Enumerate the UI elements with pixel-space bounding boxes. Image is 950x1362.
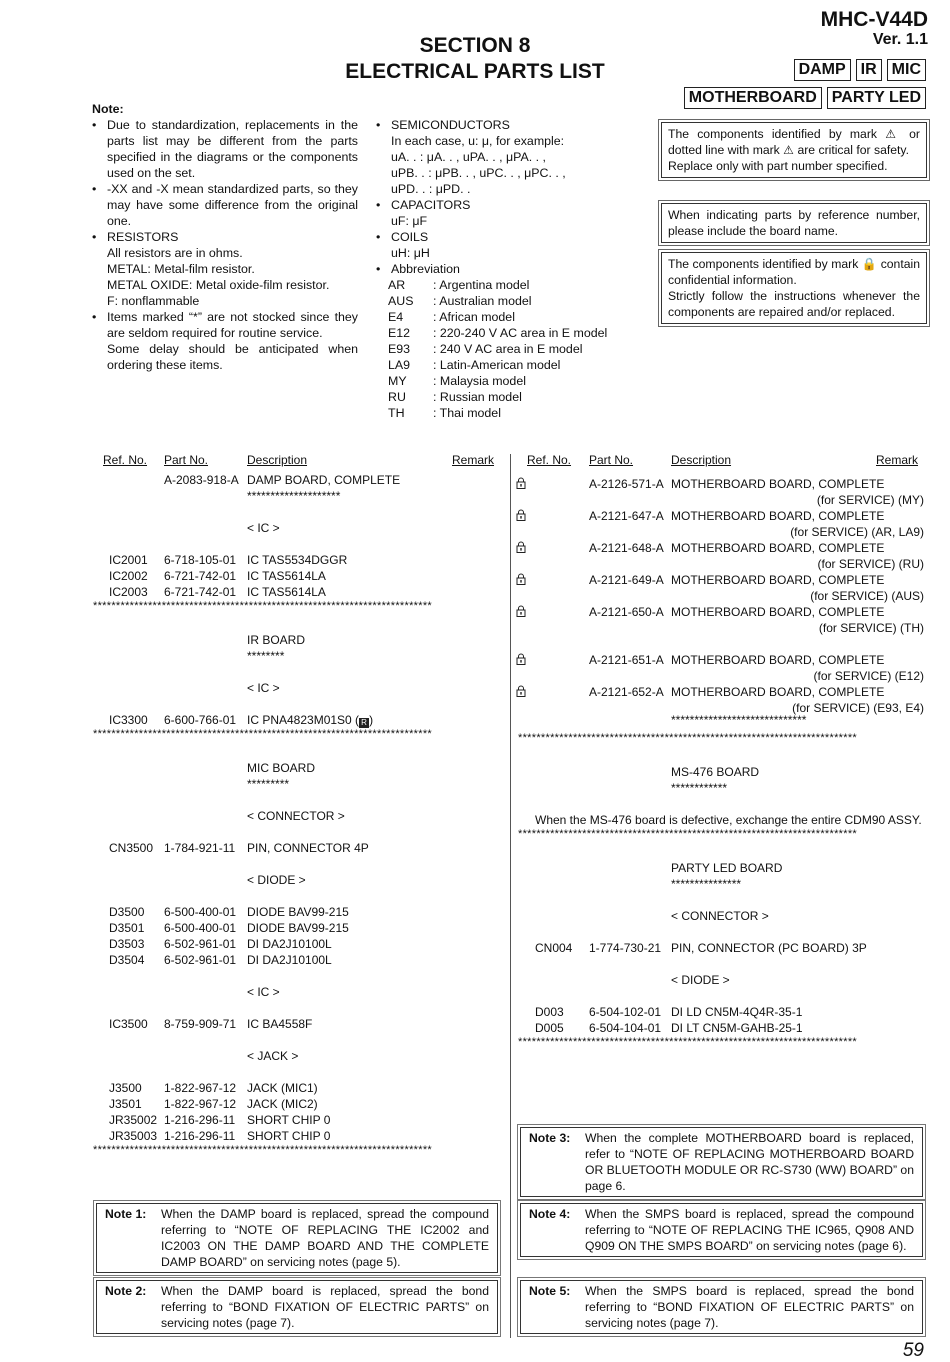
cn3500-desc: PIN, CONNECTOR 4P	[247, 841, 369, 855]
right-header-part: Part No.	[589, 453, 634, 467]
note-1-label: Note 1:	[105, 1207, 147, 1221]
resistors-label: • RESISTORS	[107, 230, 179, 244]
board-tags-row2	[684, 87, 926, 109]
semiconductor-notes	[376, 117, 646, 421]
separator-stars: **************************************************************************	[518, 828, 857, 840]
semi-line: uA. . : μA. . , uPA. . , μPA. . ,	[391, 150, 546, 164]
ms476-stars: ************	[671, 781, 728, 795]
mb-desc: MOTHERBOARD BOARD, COMPLETE	[671, 509, 885, 523]
model-name: MHC-V44D	[820, 8, 928, 31]
d3500-ref: D3500	[109, 905, 145, 919]
abbreviation-value: : 240 V AC area in E model	[433, 342, 583, 356]
mic-title: MIC BOARD	[247, 761, 316, 775]
abbreviation-item	[376, 293, 646, 309]
d003-ref: D003	[535, 1005, 564, 1019]
tag-damp: DAMP	[794, 59, 851, 81]
ic2002-ref: IC2002	[109, 569, 148, 583]
abbreviation-list	[376, 277, 646, 421]
tag-party-led: PARTY LED	[827, 87, 926, 109]
d3504-desc: DI DA2J10100L	[247, 953, 332, 967]
note-5-text: When the SMPS board is replaced, spread the bond referring to “BOND FIXATION OF ELECTRIC PARTS” on servicing notes (page 7).	[585, 1284, 914, 1330]
note-abbreviation	[376, 261, 646, 277]
ic3300-part: 6-600-766-01	[164, 713, 237, 727]
abbreviation-value: : Malaysia model	[433, 374, 526, 388]
right-header-ref: Ref. No.	[527, 453, 572, 467]
tag-mic: MIC	[887, 59, 926, 81]
semi-line: In each case, u: μ, for example:	[391, 134, 565, 148]
left-header-ref: Ref. No.	[103, 453, 148, 467]
mb-desc: MOTHERBOARD BOARD, COMPLETE	[671, 653, 885, 667]
ic2001-part: 6-718-105-01	[164, 553, 237, 567]
tag-motherboard: MOTHERBOARD	[684, 87, 822, 109]
confidential-lock-icon	[516, 685, 526, 701]
tag-ir: IR	[856, 59, 882, 81]
note-xx: • -XX and -X mean standardized parts, so they may have some difference from the original one.	[92, 181, 358, 229]
ir-ic-header: < IC >	[247, 681, 280, 695]
abbreviation-key: E4	[388, 310, 404, 324]
note-5-box	[517, 1277, 926, 1337]
resistors-line: All resistors are in ohms.	[107, 246, 243, 260]
jr35002-part: 1-216-296-11	[164, 1113, 236, 1127]
board-name-text: When indicating parts by reference number, please include the board name.	[661, 203, 927, 243]
mb-part: A-2121-647-A	[589, 509, 664, 523]
critical-text: The components identified by mark ⚠ or dotted line with mark ⚠ are critical for safety.	[668, 127, 920, 157]
ic2003-desc: IC TAS5614LA	[247, 585, 326, 599]
note-resistors	[92, 229, 358, 309]
abbreviation-key: E93	[388, 342, 411, 356]
ic-header: < IC >	[247, 521, 280, 535]
note-1-text: When the DAMP board is replaced, spread the compound referring to “NOTE OF REPLACING THE IC2002 and IC2003 ON THE DAMP BOARD AND THE COMPLETE DAMP BOARD” on servicing notes (page 5).	[161, 1207, 489, 1269]
abbreviation-item	[376, 277, 646, 293]
resistors-line: METAL OXIDE: Metal oxide-film resistor.	[107, 278, 330, 292]
notes-heading: Note:	[92, 102, 124, 116]
cap-label: • CAPACITORS	[391, 198, 471, 212]
version-label: Ver. 1.1	[872, 31, 928, 48]
note-5-label: Note 5:	[529, 1284, 571, 1298]
confidential-lock-icon	[516, 477, 526, 493]
note-3-text: When the complete MOTHERBOARD board is replaced, refer to “NOTE OF REPLACING MOTHERBOARD BOARD OR BLUETOOTH MODULE OR RC-S730 (WW) BOARD” on page 6.	[585, 1131, 914, 1193]
ir-stars: ********	[247, 649, 285, 663]
left-header-part: Part No.	[164, 453, 209, 467]
mb-part: A-2126-571-A	[589, 477, 664, 491]
mb-desc: MOTHERBOARD BOARD, COMPLETE	[671, 573, 885, 587]
confidential-lock-icon	[516, 605, 526, 621]
ic3300-desc	[247, 712, 373, 728]
ic3300-ref: IC3300	[109, 713, 148, 727]
confidential-text: The components identified by mark 🔒 contain confidential information.	[668, 257, 920, 287]
cn3500-part: 1-784-921-11	[164, 841, 236, 855]
cn004-desc: PIN, CONNECTOR (PC BOARD) 3P	[671, 941, 867, 955]
note-3-box	[517, 1124, 926, 1200]
abbreviation-value: : Australian model	[433, 294, 532, 308]
j3500-part: 1-822-967-12	[164, 1081, 237, 1095]
confidential-lock-icon	[516, 573, 526, 589]
cn3500-ref: CN3500	[109, 841, 154, 855]
note-capacitors	[376, 197, 646, 229]
abbreviation-key: MY	[388, 374, 407, 388]
ic2003-ref: IC2003	[109, 585, 148, 599]
d005-ref: D005	[535, 1021, 564, 1035]
r-mark-icon: R	[359, 718, 369, 728]
page-number: 59	[902, 1340, 924, 1361]
damp-stars: ********************	[247, 489, 341, 503]
d3503-ref: D3503	[109, 937, 145, 951]
ic2003-part: 6-721-742-01	[164, 585, 237, 599]
pl-diode-header: < DIODE >	[671, 973, 730, 987]
cap-line: uF: μF	[391, 214, 428, 228]
j3501-desc: JACK (MIC2)	[247, 1097, 318, 1111]
ic3500-ref: IC3500	[109, 1017, 148, 1031]
abbreviation-item	[376, 341, 646, 357]
mb-part: A-2121-651-A	[589, 653, 664, 667]
connector-header: < CONNECTOR >	[247, 809, 345, 823]
ms476-title: MS-476 BOARD	[671, 765, 760, 779]
ic2001-desc: IC TAS5534DGGR	[247, 553, 348, 567]
ms476-note: When the MS-476 board is defective, exchange the entire CDM90 ASSY.	[535, 813, 922, 827]
ic3300-desc-text: IC PNA4823M01S0 (	[247, 713, 360, 727]
d3504-part: 6-502-961-01	[164, 953, 237, 967]
d3501-part: 6-500-400-01	[164, 921, 237, 935]
cn004-ref: CN004	[535, 941, 573, 955]
right-header-remark: Remark	[876, 453, 919, 467]
note-coils	[376, 229, 646, 261]
jr35002-ref: JR35002	[109, 1113, 158, 1127]
mb-remark: (for SERVICE) (E12)	[813, 669, 924, 683]
note-standardization: • Due to standardization, replacements in the parts list may be different from the parts specified in the diagrams or the components used on the set.	[92, 117, 358, 181]
abbreviation-value: : 220-240 V AC area in E model	[433, 326, 608, 340]
cn004-part: 1-774-730-21	[589, 941, 662, 955]
party-led-stars: ***************	[671, 877, 742, 891]
mb-stars: *****************************	[671, 713, 807, 727]
damp-part: A-2083-918-A	[164, 473, 239, 487]
confidential-note-box	[658, 249, 930, 327]
critical-text-2: Replace only with part number specified.	[668, 159, 888, 173]
ir-title: IR BOARD	[247, 633, 306, 647]
j3501-ref: J3501	[109, 1097, 142, 1111]
mb-part: A-2121-650-A	[589, 605, 664, 619]
jr35003-ref: JR35003	[109, 1129, 158, 1143]
ic3500-desc: IC BA4558F	[247, 1017, 313, 1031]
abbreviation-key: TH	[388, 406, 405, 420]
jr35002-desc: SHORT CHIP 0	[247, 1113, 331, 1127]
abbreviation-item	[376, 373, 646, 389]
mb-desc: MOTHERBOARD BOARD, COMPLETE	[671, 541, 885, 555]
ic3300-desc-end: )	[369, 713, 374, 727]
items-marked-text: • Items marked “*” are not stocked since they are seldom required for routine service.	[107, 310, 358, 340]
d3503-desc: DI DA2J10100L	[247, 937, 332, 951]
board-name-note-box	[658, 200, 930, 246]
note-4-text: When the SMPS board is replaced, spread the compound referring to “NOTE OF REPLACING THE IC965, Q908 AND Q909 ON THE SMPS BOARD” on servicing notes (page 6).	[585, 1207, 914, 1253]
general-notes	[92, 101, 358, 373]
left-header-desc: Description	[247, 453, 308, 467]
abbreviation-item	[376, 389, 646, 405]
j3501-part: 1-822-967-12	[164, 1097, 237, 1111]
ic3500-part: 8-759-909-71	[164, 1017, 237, 1031]
d003-desc: DI LD CN5M-4Q4R-35-1	[671, 1005, 803, 1019]
separator-stars: **************************************************************************	[518, 732, 857, 744]
abbreviation-item	[376, 309, 646, 325]
d3500-desc: DIODE BAV99-215	[247, 905, 349, 919]
note-4-label: Note 4:	[529, 1207, 571, 1221]
semi-line: uPB. . : μPB. . , uPC. . , μPC. . ,	[391, 166, 566, 180]
delay-text: Some delay should be anticipated when ordering these items.	[107, 342, 358, 372]
d3501-desc: DIODE BAV99-215	[247, 921, 349, 935]
mb-part: A-2121-652-A	[589, 685, 664, 699]
jack-header: < JACK >	[247, 1049, 299, 1063]
note-4-box	[517, 1200, 926, 1260]
abbreviation-item	[376, 357, 646, 373]
ic2002-desc: IC TAS5614LA	[247, 569, 326, 583]
separator-stars: **************************************************************************	[93, 728, 432, 740]
section-heading: SECTION 8	[419, 34, 531, 57]
j3500-desc: JACK (MIC1)	[247, 1081, 318, 1095]
diode-header: < DIODE >	[247, 873, 306, 887]
jr35003-desc: SHORT CHIP 0	[247, 1129, 331, 1143]
coil-line: uH: μH	[391, 246, 430, 260]
abbreviation-value: : African model	[433, 310, 515, 324]
mb-desc: MOTHERBOARD BOARD, COMPLETE	[671, 685, 885, 699]
left-header-remark: Remark	[452, 453, 495, 467]
mb-remark: (for SERVICE) (AUS)	[810, 589, 924, 603]
mb-remark: (for SERVICE) (MY)	[816, 493, 924, 507]
d003-part: 6-504-102-01	[589, 1005, 662, 1019]
mb-remark: (for SERVICE) (E93, E4)	[792, 701, 924, 715]
abbreviation-key: E12	[388, 326, 411, 340]
abbreviation-value: : Thai model	[433, 406, 501, 420]
abbreviation-value: : Russian model	[433, 390, 522, 404]
mic-stars: *********	[247, 777, 290, 791]
abbreviation-key: RU	[388, 390, 406, 404]
mb-remark: (for SERVICE) (RU)	[817, 557, 924, 571]
section-title: ELECTRICAL PARTS LIST	[345, 60, 605, 83]
confidential-lock-icon	[516, 509, 526, 525]
abbreviation-value: : Argentina model	[433, 278, 530, 292]
note-semiconductors	[376, 117, 646, 197]
confidential-lock-icon	[516, 541, 526, 557]
abbr-label: • Abbreviation	[391, 262, 460, 276]
mb-remark: (for SERVICE) (TH)	[818, 621, 924, 635]
mb-part: A-2121-648-A	[589, 541, 664, 555]
confidential-text-2: Strictly follow the instructions whenever the components are repaired and/or replaced.	[668, 289, 920, 319]
note-items-marked	[92, 309, 358, 373]
separator-stars: **************************************************************************	[518, 1036, 857, 1048]
board-tags-row1	[794, 59, 926, 81]
d3503-part: 6-502-961-01	[164, 937, 237, 951]
jr35003-part: 1-216-296-11	[164, 1129, 236, 1143]
ic2002-part: 6-721-742-01	[164, 569, 237, 583]
abbreviation-key: LA9	[388, 358, 411, 372]
note-2-box	[93, 1277, 501, 1337]
note-1-box	[93, 1200, 501, 1276]
semi-line: uPD. . : μPD. .	[391, 182, 471, 196]
abbreviation-key: AUS	[388, 294, 414, 308]
abbreviation-value: : Latin-American model	[433, 358, 561, 372]
mb-desc: MOTHERBOARD BOARD, COMPLETE	[671, 477, 885, 491]
ic2001-ref: IC2001	[109, 553, 148, 567]
separator-stars: **************************************************************************	[93, 600, 432, 612]
d3501-ref: D3501	[109, 921, 145, 935]
resistors-line: METAL: Metal-film resistor.	[107, 262, 255, 276]
separator-stars: **************************************************************************	[93, 1144, 432, 1156]
coil-label: • COILS	[391, 230, 429, 244]
d005-part: 6-504-104-01	[589, 1021, 662, 1035]
d3504-ref: D3504	[109, 953, 145, 967]
resistors-line: F: nonflammable	[107, 294, 200, 308]
mb-part: A-2121-649-A	[589, 573, 664, 587]
damp-desc: DAMP BOARD, COMPLETE	[247, 473, 401, 487]
right-header-desc: Description	[671, 453, 732, 467]
mb-desc: MOTHERBOARD BOARD, COMPLETE	[671, 605, 885, 619]
j3500-ref: J3500	[109, 1081, 142, 1095]
abbreviation-key: AR	[388, 278, 406, 292]
party-led-title: PARTY LED BOARD	[671, 861, 783, 875]
d3500-part: 6-500-400-01	[164, 905, 237, 919]
note-2-text: When the DAMP board is replaced, spread the bond referring to “BOND FIXATION OF ELECTRIC PARTS” on servicing notes (page 7).	[161, 1284, 489, 1330]
abbreviation-item	[376, 325, 646, 341]
note-3-label: Note 3:	[529, 1131, 571, 1145]
pl-connector-header: < CONNECTOR >	[671, 909, 769, 923]
confidential-lock-icon	[516, 653, 526, 669]
critical-note-box	[658, 119, 930, 181]
semi-label: • SEMICONDUCTORS	[391, 118, 510, 132]
note-2-label: Note 2:	[105, 1284, 147, 1298]
d005-desc: DI LT CN5M-GAHB-25-1	[671, 1021, 803, 1035]
column-divider	[510, 454, 511, 1338]
mb-remark: (for SERVICE) (AR, LA9)	[790, 525, 924, 539]
abbreviation-item	[376, 405, 646, 421]
ic-header-2: < IC >	[247, 985, 280, 999]
